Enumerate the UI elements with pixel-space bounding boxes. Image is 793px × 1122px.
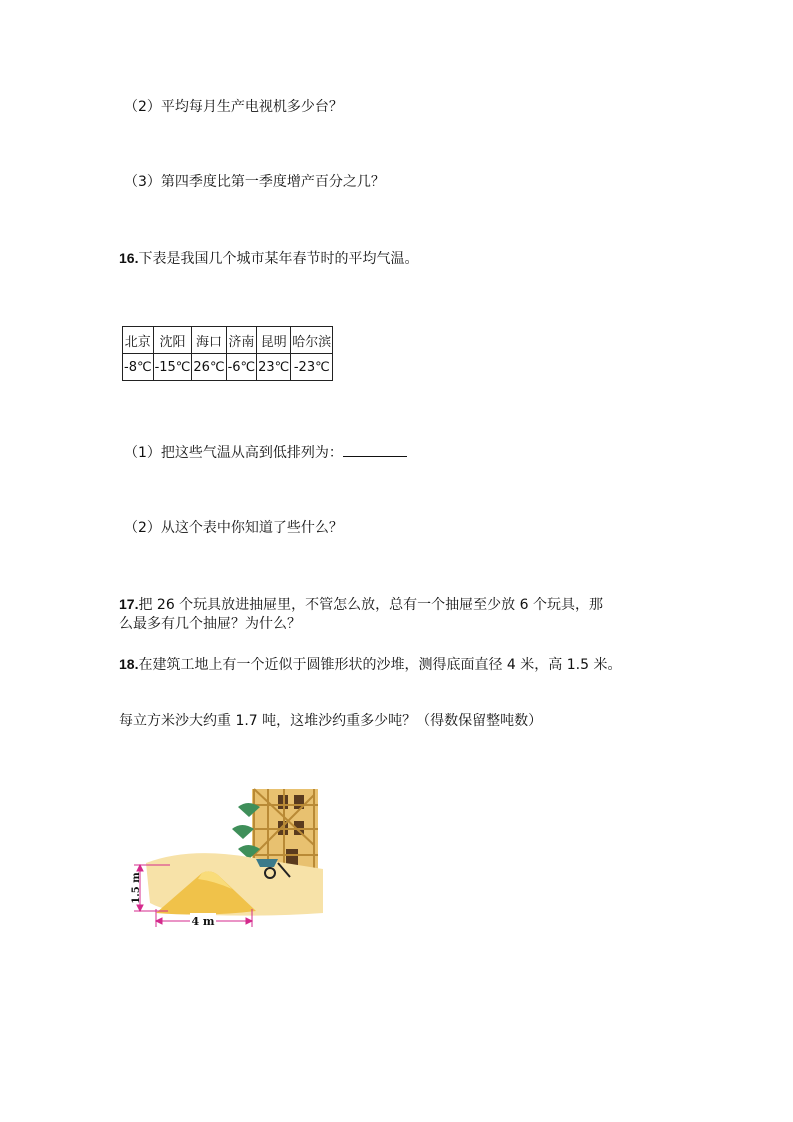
answer-blank[interactable] xyxy=(343,442,407,457)
temp-cell: -23℃ xyxy=(291,354,333,381)
temp-cell: -6℃ xyxy=(226,354,257,381)
temperature-row xyxy=(123,354,333,381)
temp-cell: -8℃ xyxy=(123,354,154,381)
temp-cell: 26℃ xyxy=(192,354,226,381)
q17-line2: 么最多有几个抽屉？为什么？ xyxy=(119,616,301,632)
city-cell: 济南 xyxy=(226,327,257,354)
temperature-table xyxy=(122,326,333,381)
q16-text: 下表是我国几个城市某年春节时的平均气温。 xyxy=(138,251,419,267)
city-row xyxy=(123,327,333,354)
temp-cell: -15℃ xyxy=(153,354,192,381)
q16-prompt xyxy=(119,248,418,269)
temp-cell: 23℃ xyxy=(257,354,291,381)
q16-sub1 xyxy=(124,442,407,463)
q15-sub3: （3）第四季度比第一季度增产百分之几？ xyxy=(124,174,385,190)
city-cell: 海口 xyxy=(192,327,226,354)
q18-text: 在建筑工地上有一个近似于圆锥形状的沙堆，测得底面直径 4 米，高 1.5 米。 xyxy=(138,657,622,673)
q18-line2: 每立方米沙大约重 1.7 吨，这堆沙约重多少吨？（得数保留整吨数） xyxy=(119,713,543,729)
q16-sub2: （2）从这个表中你知道了些什么？ xyxy=(124,520,343,536)
sand-pile-svg xyxy=(128,785,323,930)
question-number: 18. xyxy=(119,656,139,672)
q18-line1 xyxy=(119,654,621,675)
city-cell: 北京 xyxy=(123,327,154,354)
question-number: 17. xyxy=(119,596,139,612)
height-label: 1.5 m xyxy=(131,872,142,904)
q16-sub1-text: （1）把这些气温从高到低排列为： xyxy=(124,445,343,461)
diameter-label: 4 m xyxy=(191,915,215,928)
sand-pile-illustration xyxy=(128,785,323,930)
q15-sub2: （2）平均每月生产电视机多少台？ xyxy=(124,99,343,115)
q17-line1 xyxy=(119,594,603,615)
city-cell: 哈尔滨 xyxy=(291,327,333,354)
city-cell: 沈阳 xyxy=(153,327,192,354)
city-cell: 昆明 xyxy=(257,327,291,354)
q17-text: 把 26 个玩具放进抽屉里，不管怎么放，总有一个抽屉至少放 6 个玩具，那 xyxy=(138,597,603,613)
question-number: 16. xyxy=(119,250,139,266)
